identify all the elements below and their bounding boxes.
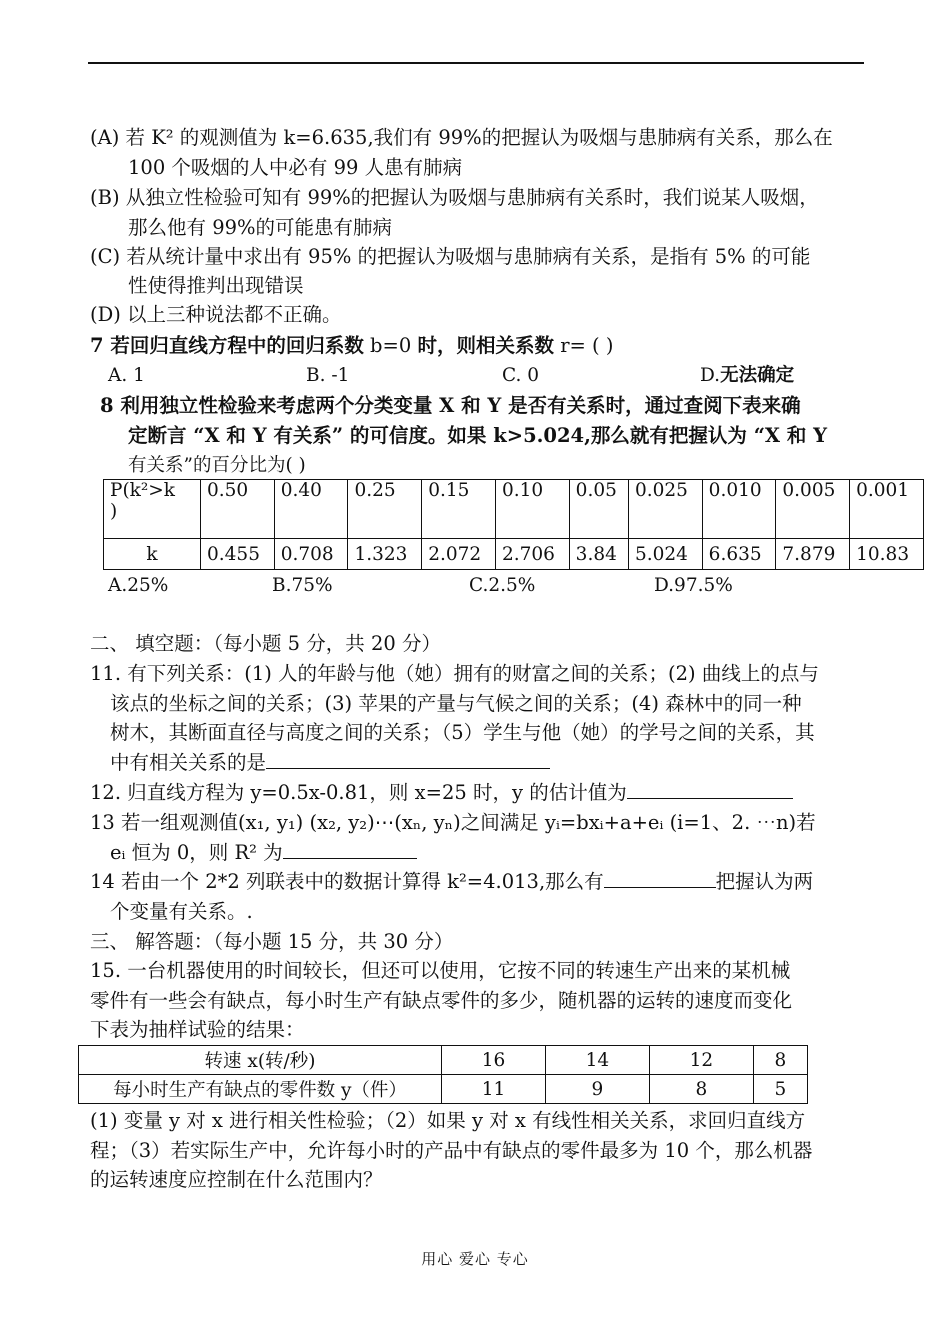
q7-option-b: B. -1: [306, 365, 350, 386]
p-value-cell: 0.40: [274, 480, 348, 539]
table-row: [79, 1046, 808, 1075]
p-value-cell: 0.05: [569, 480, 628, 539]
p-value-cell: 0.010: [702, 480, 776, 539]
q8-option-b: B.75%: [272, 575, 333, 596]
p-value-cell: 0.50: [201, 480, 275, 539]
q7-option-a: A. 1: [108, 365, 145, 386]
q14-line2: 个变量有关系。.: [110, 900, 253, 923]
q7-stem: [90, 331, 613, 361]
table-row-label: k: [104, 539, 201, 570]
page-footer: 用心 爱心 专心: [421, 1250, 529, 1268]
q13-line2: [110, 838, 417, 868]
q11-answer-blank[interactable]: [266, 748, 550, 769]
q7-stem-part1: 7 若回归直线方程中的回归系数: [90, 334, 364, 357]
section3-title: 三、 解答题：（每小题 15 分，共 30 分）: [90, 930, 454, 953]
table-row: [79, 1075, 808, 1104]
q6-option-d: (D) 以上三种说法都不正确。: [90, 303, 342, 326]
q15-sample-table: [78, 1045, 808, 1104]
q15-ask-line2: 程；（3）若实际生产中，允许每小时的产品中有缺点的零件最多为 10 个，那么机器: [90, 1139, 813, 1162]
p-value-cell: 0.15: [422, 480, 496, 539]
table-row-label: 转速 x(转/秒): [79, 1046, 442, 1075]
q11-line1: 11. 有下列关系：(1) 人的年龄与他（她）拥有的财富之间的关系；(2) 曲线上的点与: [90, 662, 819, 685]
header-rule: [88, 62, 864, 64]
q7-option-d-prefix: D.: [700, 365, 721, 386]
q11-line4: [110, 748, 550, 778]
q8-stem-line1: 8 利用独立性检验来考虑两个分类变量 X 和 Y 是否有关系时，通过查阅下表来确: [100, 394, 801, 417]
table-cell: 14: [545, 1046, 649, 1075]
q6-option-b-line1: (B) 从独立性检验可知有 99%的把握认为吸烟与患肺病有关系时，我们说某人吸烟，: [90, 186, 819, 209]
p-value-cell: 0.025: [628, 480, 702, 539]
section2-title: 二、 填空题：（每小题 5 分，共 20 分）: [90, 632, 441, 655]
q8-stem-line2: 定断言 “X 和 Y 有关系” 的可信度。如果 k>5.024,那么就有把握认为 “X 和 Y: [128, 424, 828, 447]
q14-line1: [90, 867, 813, 897]
q6-option-a-line2: 100 个吸烟的人中必有 99 人患有肺病: [128, 156, 463, 179]
q14-text-b: 把握认为两: [715, 870, 814, 893]
q6-option-c-line2: 性使得推判出现错误: [128, 274, 304, 297]
k-value-cell: 0.708: [274, 539, 348, 570]
q15-line2: 零件有一些会有缺点，每小时生产有缺点零件的多少，随机器的运转的速度而变化: [90, 989, 793, 1012]
q11-line3: 树木，其断面直径与高度之间的关系；（5）学生与他（她）的学号之间的关系，其: [110, 721, 815, 744]
p-value-cell: 0.005: [776, 480, 850, 539]
k-value-cell: 5.024: [628, 539, 702, 570]
q8-option-c: C.2.5%: [469, 575, 536, 596]
table-header-cell: P(k²>k ): [104, 480, 201, 539]
q15-ask-line3: 的运转速度应控制在什么范围内？: [90, 1168, 383, 1191]
q12-text: 12. 归直线方程为 y=0.5x-0.81，则 x=25 时，y 的估计值为: [90, 781, 627, 804]
q7-stem-part3: 时，则相关系数: [417, 334, 554, 357]
k-value-cell: 2.072: [422, 539, 496, 570]
q8-option-d: D.97.5%: [654, 575, 733, 596]
table-cell: 8: [753, 1046, 807, 1075]
q7-stem-part4: r= ( ): [554, 334, 614, 357]
k-value-cell: 2.706: [495, 539, 569, 570]
q15-ask-line1: (1) 变量 y 对 x 进行相关性检验；（2）如果 y 对 x 有线性相关关系，求回归直线方: [90, 1109, 806, 1132]
p-value-cell: 0.001: [850, 480, 924, 539]
table-row: [104, 480, 924, 539]
table-cell: 12: [649, 1046, 753, 1075]
q13-line1: 13 若一组观测值(x₁, y₁) (x₂, y₂)⋯(xₙ, yₙ)之间满足 yᵢ=bxᵢ+a+eᵢ (i=1、2. ⋯n)若: [90, 811, 816, 834]
q6-option-c-line1: (C) 若从统计量中求出有 95% 的把握认为吸烟与患肺病有关系，是指有 5% 的可能: [90, 245, 811, 268]
q7-stem-part2: b=0: [363, 334, 418, 357]
table-cell: 9: [545, 1075, 649, 1104]
q7-option-d-text: 无法确定: [720, 365, 795, 386]
q13-line2-text: eᵢ 恒为 0，则 R² 为: [110, 841, 283, 864]
table-row-label: 每小时生产有缺点的零件数 y（件）: [79, 1075, 442, 1104]
q11-line2: 该点的坐标之间的关系；(3) 苹果的产量与气候之间的关系；(4) 森林中的同一种: [110, 692, 802, 715]
q15-line1: 15. 一台机器使用的时间较长，但还可以使用，它按不同的转速生产出来的某机械: [90, 959, 791, 982]
q7-option-d: [700, 361, 794, 391]
p-value-cell: 0.10: [495, 480, 569, 539]
table-cell: 16: [442, 1046, 546, 1075]
k-value-cell: 10.83: [850, 539, 924, 570]
q8-stem-line3: 有关系”的百分比为( ): [128, 455, 306, 476]
q15-line3: 下表为抽样试验的结果：: [90, 1018, 305, 1041]
q12-answer-blank[interactable]: [627, 778, 793, 799]
table-cell: 5: [753, 1075, 807, 1104]
table-cell: 11: [442, 1075, 546, 1104]
q7-option-c: C. 0: [502, 365, 540, 386]
table-cell: 8: [649, 1075, 753, 1104]
k-value-cell: 3.84: [569, 539, 628, 570]
q6-option-a-line1: (A) 若 K² 的观测值为 k=6.635,我们有 99%的把握认为吸烟与患肺病有关系，那么在: [90, 126, 833, 149]
q6-option-b-line2: 那么他有 99%的可能患有肺病: [128, 216, 393, 239]
q8-option-a: A.25%: [108, 575, 169, 596]
table-row: [104, 539, 924, 570]
k-value-cell: 0.455: [201, 539, 275, 570]
k-value-cell: 7.879: [776, 539, 850, 570]
q14-answer-blank[interactable]: [604, 867, 716, 888]
q8-critical-value-table: [103, 479, 924, 570]
k-value-cell: 6.635: [702, 539, 776, 570]
p-value-cell: 0.25: [348, 480, 422, 539]
q12: [90, 778, 793, 808]
q14-text-a: 14 若由一个 2*2 列联表中的数据计算得 k²=4.013,那么有: [90, 870, 604, 893]
q13-answer-blank[interactable]: [283, 838, 417, 859]
k-value-cell: 1.323: [348, 539, 422, 570]
q11-line4-text: 中有相关关系的是: [110, 751, 267, 774]
